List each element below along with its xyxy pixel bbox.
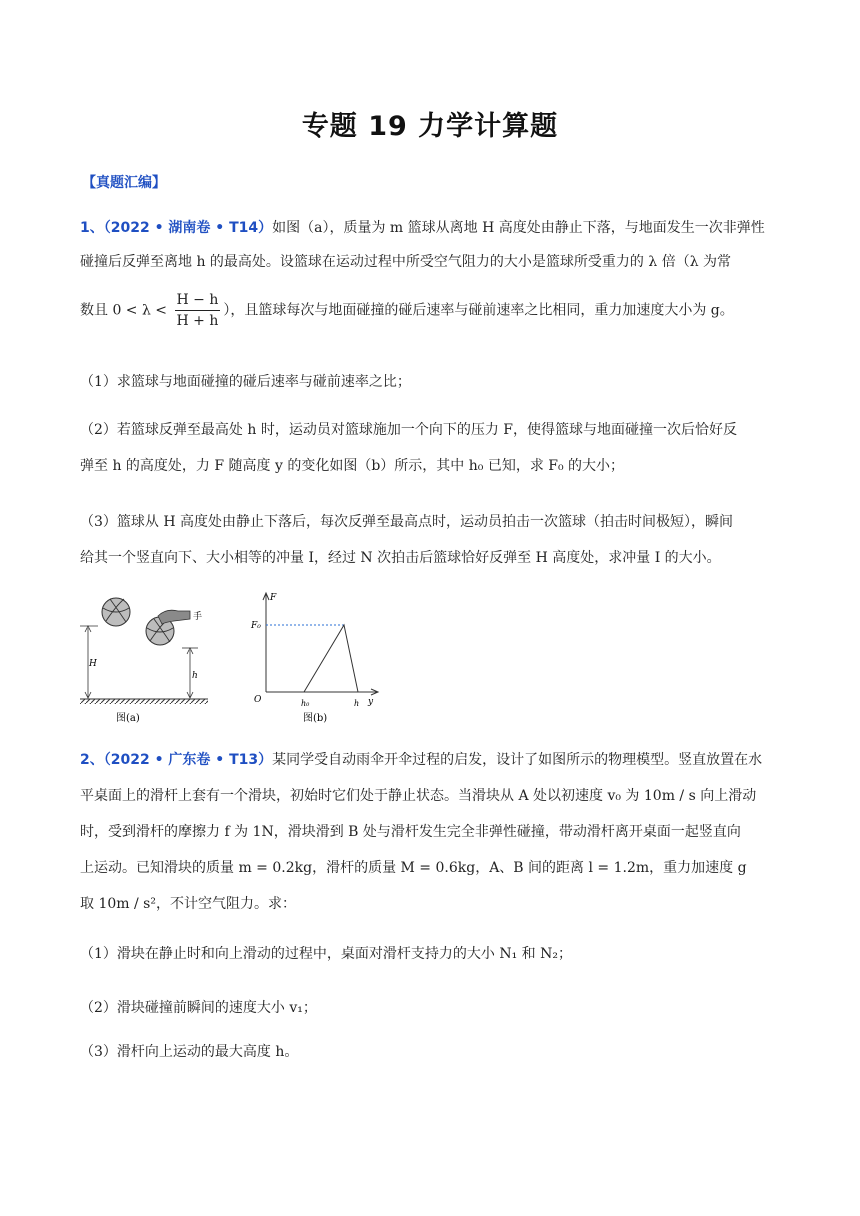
figure-a-caption: 图(a) [116,713,140,724]
F-axis-label: F [270,593,277,603]
ground [80,699,208,704]
q2-source: （2022 • 广东卷 • T13） [103,752,273,768]
fraction-denominator: H + h [176,313,219,329]
q1-source: （2022 • 湖南卷 • T14） [103,220,273,236]
q1-text-3b: ），且篮球每次与地面碰撞的碰后速率与碰前速率之比相同，重力加速度大小为 g。 [223,302,734,319]
origin-label: O [254,695,262,705]
section-heading: 【真题汇编】 [82,175,166,191]
h0-label: h₀ [301,699,310,708]
q2-text-1: 某同学受自动雨伞开伞过程的启发，设计了如图所示的物理模型。竖直放置在水 [272,752,763,768]
q2-part-3: （3）滑杆向上运动的最大高度 h。 [80,1044,299,1060]
q1-line-1 [80,218,785,238]
force-graph-line [304,625,358,692]
y-axis-label: y [368,697,374,707]
q1-part-2b: 弹至 h 的高度处，力 F 随高度 y 的变化如图（b）所示，其中 h₀ 已知，求 F₀ 的大小； [80,458,625,474]
basketball-icon-top [102,598,130,626]
q1-part-3b: 给其一个竖直向下、大小相等的冲量 I，经过 N 次拍击后篮球恰好反弹至 H 高度处，求冲量 I 的大小。 [80,550,721,566]
H-label: H [89,659,97,669]
q2-part-2: （2）滑块碰撞前瞬间的速度大小 v₁； [80,1000,317,1016]
q1-part-2a: （2）若篮球反弹至最高处 h 时，运动员对篮球施加一个向下的压力 F，使得篮球与地面碰撞一次后恰好反 [80,422,737,438]
h-axis-label: h [354,699,360,708]
hand-icon [158,610,190,624]
F0-label: F₀ [251,621,261,631]
page-title: 专题 19 力学计算题 [301,111,559,142]
h-label: h [192,671,198,681]
q1-number: 1、 [80,220,104,236]
figure-b-caption: 图(b) [303,713,328,724]
figure-b [248,588,388,730]
fraction [175,290,221,331]
q2-line-4: 上运动。已知滑块的质量 m = 0.2kg，滑杆的质量 M = 0.6kg，A、B 间的距离 l = 1.2m，重力加速度 g [80,860,747,876]
q2-part-1: （1）滑块在静止时和向上滑动的过程中，桌面对滑杆支持力的大小 N₁ 和 N₂； [80,946,572,962]
q1-text-3a: 数且 0 < λ < [80,302,168,319]
q1-part-3a: （3）篮球从 H 高度处由静止下落后，每次反弹至最高点时，运动员拍击一次篮球（拍击时间极短），瞬间 [80,514,734,530]
hand-label: 手 [193,612,203,622]
q2-line-5: 取 10m / s²，不计空气阻力。求： [80,896,296,912]
q2-line-2: 平桌面上的滑杆上套有一个滑块，初始时它们处于静止状态。当滑块从 A 处以初速度 v₀ 为 10m / s 向上滑动 [80,788,757,804]
q1-line-3 [80,290,785,331]
figure-a [76,588,216,730]
q1-text-1: 如图（a），质量为 m 篮球从离地 H 高度处由静止下落，与地面发生一次非弹性 [272,220,765,236]
q2-line-1 [80,750,785,770]
fraction-numerator: H − h [175,290,221,311]
q2-number: 2、 [80,752,104,768]
q2-line-3: 时，受到滑杆的摩擦力 f 为 1N，滑块滑到 B 处与滑杆发生完全非弹性碰撞，带动滑杆离开桌面一起竖直向 [80,824,741,840]
q1-line-2: 碰撞后反弹至离地 h 的最高处。设篮球在运动过程中所受空气阻力的大小是篮球所受重力的 λ 倍（λ 为常 [80,254,732,270]
q1-part-1: （1）求篮球与地面碰撞的碰后速率与碰前速率之比； [80,374,411,390]
